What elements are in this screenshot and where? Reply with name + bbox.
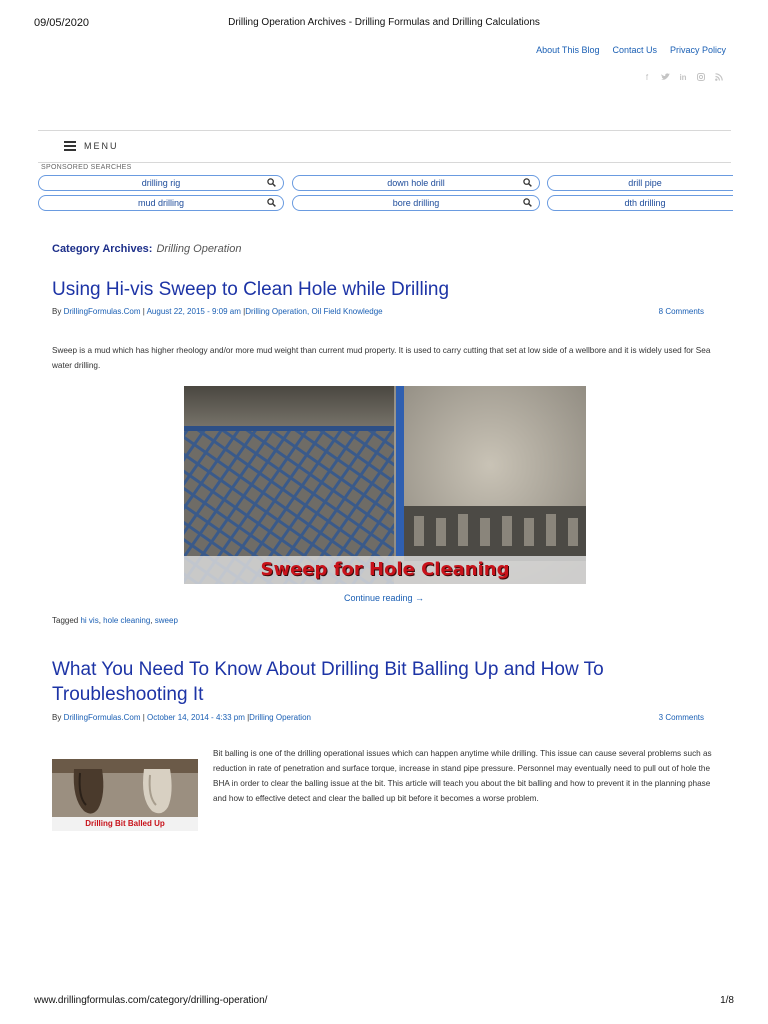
pill-label: drilling rig xyxy=(141,178,181,188)
author-link[interactable]: DrillingFormulas.Com xyxy=(63,307,141,316)
menu-divider xyxy=(38,162,731,163)
search-icon xyxy=(267,178,276,187)
pill-label: down hole drill xyxy=(387,178,445,188)
contact-link[interactable]: Contact Us xyxy=(612,45,657,55)
print-page-title: Drilling Operation Archives - Drilling Formulas and Drilling Calculations xyxy=(228,17,540,28)
pill-label: drill pipe xyxy=(628,178,662,188)
search-icon xyxy=(523,198,532,207)
shale-shaker-image xyxy=(184,386,586,584)
search-icon xyxy=(523,178,532,187)
post-categories-link[interactable]: Drilling Operation xyxy=(249,713,311,722)
hamburger-icon xyxy=(64,141,76,151)
category-prefix: Category Archives: xyxy=(52,243,153,255)
post-thumbnail[interactable] xyxy=(52,759,198,831)
sponsored-pill-drill-pipe[interactable] xyxy=(547,175,733,191)
author-link[interactable]: DrillingFormulas.Com xyxy=(63,713,141,722)
pill-label: dth drilling xyxy=(624,198,666,208)
post-meta: By DrillingFormulas.Com | August 22, 2015 - 9:09 am |Drilling Operation, Oil Field Knowledge xyxy=(52,307,383,316)
meta-by: By xyxy=(52,307,62,316)
post-title[interactable] xyxy=(52,657,692,707)
post-excerpt: Sweep is a mud which has higher rheology and/or more mud weight than current mud property. It is used to carry cutting that set at low side of a wellbore and it is widely used for Sea water drilling. xyxy=(52,346,711,370)
linkedin-icon[interactable]: in xyxy=(679,73,687,82)
sponsored-pill-bore-drilling[interactable] xyxy=(292,195,540,211)
print-date: 09/05/2020 xyxy=(34,17,90,29)
privacy-link[interactable]: Privacy Policy xyxy=(669,45,726,55)
pill-label: mud drilling xyxy=(137,198,185,208)
post-title[interactable] xyxy=(52,277,692,302)
post-title-link[interactable]: Using Hi-vis Sweep to Clean Hole while Drilling xyxy=(52,279,450,300)
menu-toggle[interactable] xyxy=(64,141,119,151)
instagram-icon[interactable] xyxy=(696,73,706,84)
comments-link[interactable]: 8 Comments xyxy=(658,307,704,316)
rss-icon[interactable] xyxy=(714,73,724,84)
post-date-link[interactable]: August 22, 2015 - 9:09 am xyxy=(146,307,241,316)
about-link[interactable]: About This Blog xyxy=(536,45,600,55)
post-date-link[interactable]: October 14, 2014 - 4:33 pm xyxy=(147,713,245,722)
pill-label: bore drilling xyxy=(392,198,440,208)
twitter-icon[interactable] xyxy=(660,73,670,84)
category-heading xyxy=(52,243,241,255)
post-excerpt: Bit balling is one of the drilling operational issues which can happen anytime while drilling. This issue can cause several problems such as reduction in rate of penetration and surface torque, increase in stand pipe pressure. Personnel may eventually need to pull out of hole the BHA in order to clear the balling issue at the bit. This article will teach you about the bit balling and how to prevent it in the planning phase and how to effective detect and clear the balled up bit before it becomes a worse problem. xyxy=(213,749,712,803)
continue-reading-link[interactable]: Continue reading → xyxy=(343,593,425,603)
post-categories-link[interactable]: Drilling Operation, Oil Field Knowledge xyxy=(245,307,383,316)
sponsored-pill-drilling-rig[interactable] xyxy=(38,175,284,191)
top-nav xyxy=(536,45,726,55)
sponsored-pill-dth-drilling[interactable] xyxy=(547,195,733,211)
category-name: Drilling Operation xyxy=(156,243,242,255)
search-icon xyxy=(267,198,276,207)
social-icons xyxy=(642,73,724,84)
sponsored-label: SPONSORED SEARCHES xyxy=(41,164,132,171)
post-meta: By DrillingFormulas.Com | October 14, 2014 - 4:33 pm |Drilling Operation xyxy=(52,713,311,722)
post-featured-image[interactable] xyxy=(184,386,586,584)
facebook-icon[interactable]: f xyxy=(645,73,649,82)
tagged-label: Tagged xyxy=(52,616,79,625)
post-tags: Tagged hi vis, hole cleaning, sweep xyxy=(52,616,178,625)
tag-link[interactable]: hole cleaning xyxy=(103,616,151,625)
comments-link[interactable]: 3 Comments xyxy=(658,713,704,722)
tag-link[interactable]: sweep xyxy=(154,616,178,625)
header-divider xyxy=(38,130,731,131)
sponsored-pill-down-hole-drill[interactable] xyxy=(292,175,540,191)
menu-label: MENU xyxy=(84,141,119,151)
thumbnail-caption: Drilling Bit Balled Up xyxy=(85,819,165,828)
print-url: www.drillingformulas.com/category/drilling-operation/ xyxy=(34,995,268,1006)
post-title-link[interactable]: What You Need To Know About Drilling Bit Balling Up and How To Troubleshooting It xyxy=(52,659,604,705)
sponsored-searches xyxy=(38,175,733,215)
print-page-number: 1/8 xyxy=(720,995,734,1006)
image-caption: Sweep for Hole Cleaning xyxy=(260,559,510,580)
tag-link[interactable]: hi vis xyxy=(80,616,99,625)
sponsored-pill-mud-drilling[interactable] xyxy=(38,195,284,211)
meta-by: By xyxy=(52,713,62,722)
